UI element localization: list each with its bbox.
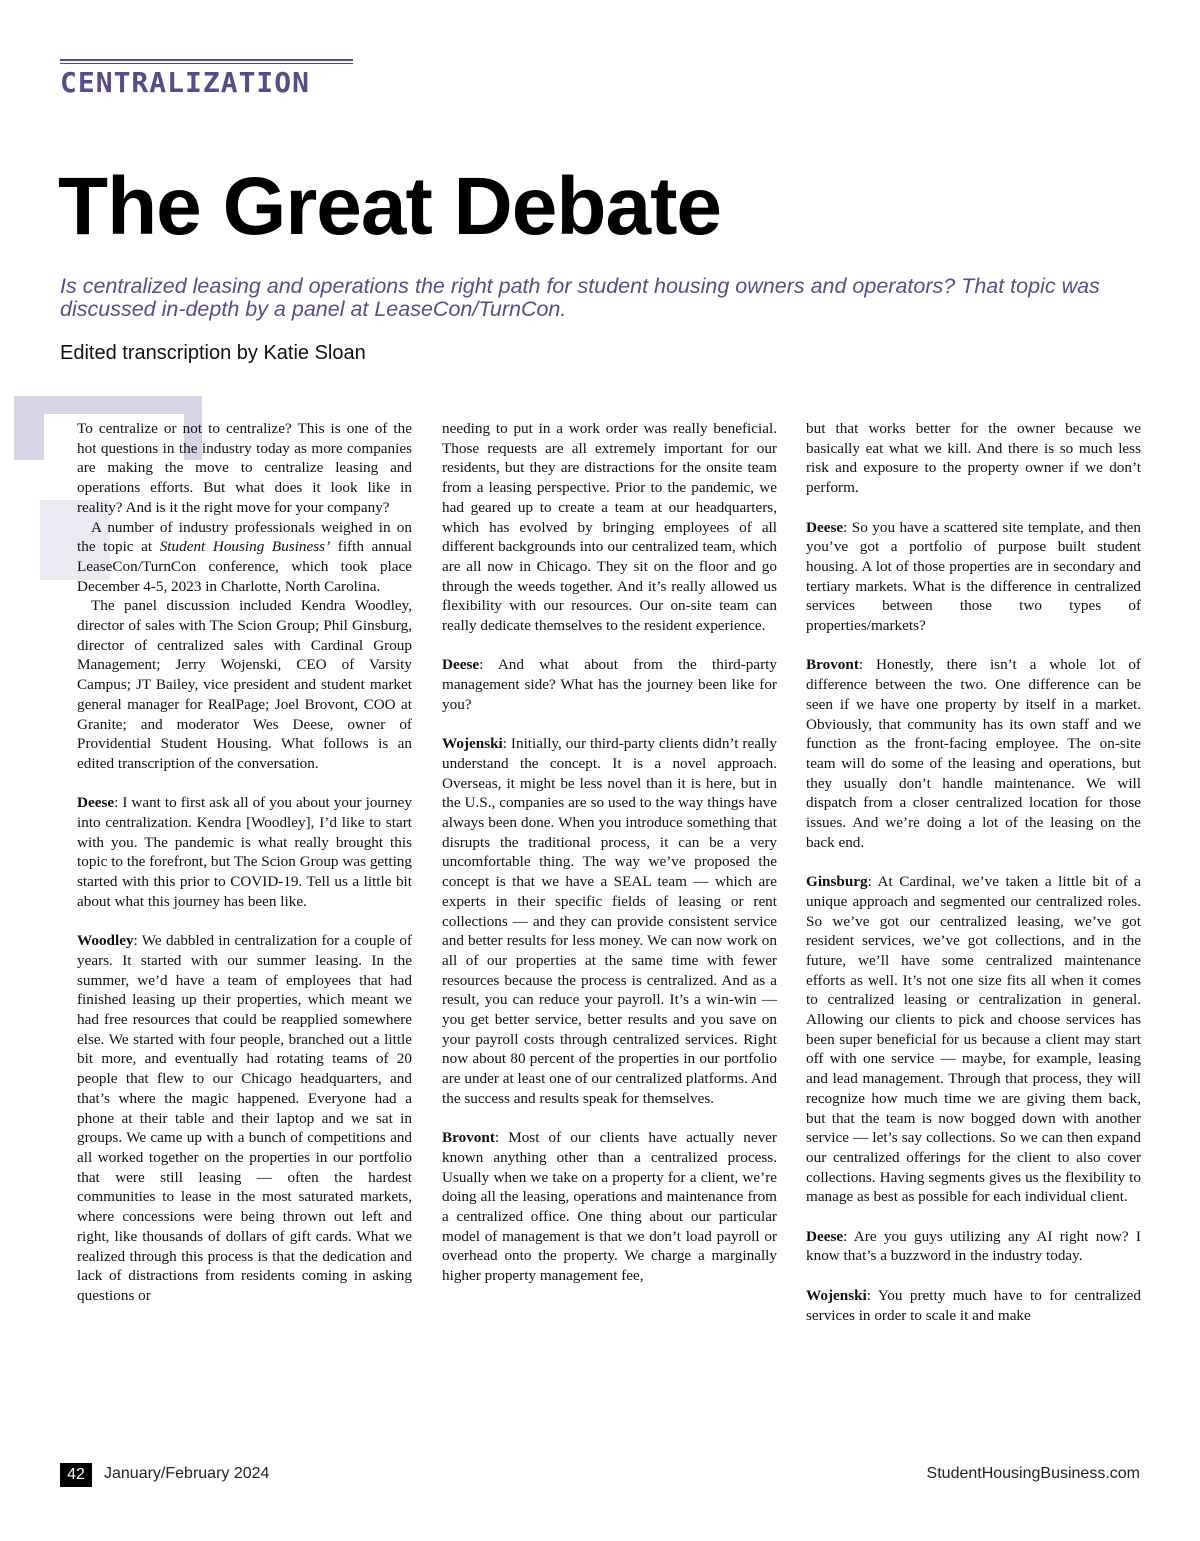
speaker-name: Brovont [442,1129,495,1147]
article-deck: Is centralized leasing and operations the right path for student housing owners and operators? That topic was discussed in-depth by a panel at LeaseCon/TurnCon. [60,274,1100,321]
column-3 [806,419,1141,1325]
intro-paragraph: A number of industry professionals weighed in on the topic at Student Housing Business’ fifth annual LeaseCon/TurnCon conference, which took place December 4-5, 2023 in Charlotte, North Carolina. [77,518,412,595]
speaker-name: Deese [806,1227,844,1245]
transcript-paragraph: Wojenski: Initially, our third-party clients didn’t really understand the concept. It is a novel approach. Overseas, it might be less novel than it is here, but in the U.S., companies are so used to the way things have always been done. When you introduce something that disrupts the traditional process, it can be a very uncomfortable thing. The way we’ve proposed the concept is that we have a SEAL team — which are experts in their specific fields of leasing or rent collections — and they can provide consistent service and better results for less money. We can now work on all of our properties at the same time with fewer resources because the process is centralized. And as a result, you can reduce your payroll. It’s a win-win — you get better service, better results and you save on your payroll costs through centralized services. Right now about 80 percent of the properties in our portfolio are under at least one of our centralized platforms. And the success and results speak for themselves. [442,735,777,1107]
section-rule [60,59,353,64]
transcript-paragraph: Deese: Are you guys utilizing any AI right now? I know that’s a buzzword in the industry today. [806,1227,1141,1265]
column-2 [442,419,777,1286]
transcript-paragraph: Brovont: Most of our clients have actually never known anything other than a centralized process. Usually when we take on a property for a client, we’re doing all the leasing, operations and maintenance from a centralized office. One thing about our particular model of management is that we don’t load payroll or overhead onto the property. We charge a marginally higher property management fee, [442,1129,777,1285]
page-footer [60,1463,1140,1487]
transcript-paragraph: Deese: I want to first ask all of you about your journey into centralization. Kendra [Woodley], I’d like to start with you. The pandemic is what really brought this topic to the forefront, but The Scion Group was getting started with this prior to COVID-19. Tell us a little bit about what this journey has been like. [77,794,412,910]
transcript-paragraph: Woodley: We dabbled in centralization for a couple of years. It started with our summer leasing. In the summer, we’d have a team of employees that had finished leasing up their properties, which meant we had free resources that could be reapplied somewhere else. We started with four people, branched out a little bit more, and eventually had rotating teams of 20 people that flew to our Chicago headquarters, and that’s where the magic happened. Everyone had a phone at their table and their laptop and we sat in groups. We came up with a bunch of competitions and all worked together on the properties in our portfolio that were still leasing — often the hardest communities to lease in the most saturated markets, where concessions were being thrown out left and right, like thousands of dollars of gift cards. What we realized through this process is that the dedication and lack of distractions from residents coming in asking questions or [77,932,412,1304]
page-number: 42 [60,1463,92,1487]
speaker-name: Deese [77,794,115,812]
transcript-paragraph: but that works better for the owner because we basically eat what we kill. And there is so much less risk and exposure to the property owner if we don’t perform. [806,420,1141,497]
publication-name: Student Housing Business’ [159,538,331,556]
intro-paragraph: The panel discussion included Kendra Woodley, director of sales with The Scion Group; Phil Ginsburg, director of centralized sales with Cardinal Group Management; Jerry Wojenski, CEO of Varsity Campus; JT Bailey, vice president and student market general manager for RealPage; Joel Brovont, COO at Granite; and moderator Wes Deese, owner of Providential Student Housing. What follows is an edited transcription of the conversation. [77,597,412,772]
speaker-name: Wojenski [442,735,503,753]
speaker-name: Brovont [806,656,859,674]
speaker-name: Woodley [77,932,134,950]
transcript-paragraph: Deese: And what about from the third-party management side? What has the journey been like for you? [442,656,777,713]
intro-paragraph: To centralize or not to centralize? This is one of the hot questions in the industry today as more companies are making the move to centralize leasing and operations efforts. But what does it look like in reality? And is it the right move for your company? [77,420,412,516]
transcript-paragraph: needing to put in a work order was really beneficial. Those requests are all extremely important for our residents, but they are distractions for the onsite team from a leasing perspective. Prior to the pandemic, we had geared up to create a team at our headquarters, which has evolved by bringing employees of all different backgrounds into our centralized team, which are all now in Chicago. They sit on the floor and go through the weeds together. And it’s really allowed us flexibility with our resources. Our on-site team can really dedicate themselves to the resident experience. [442,420,777,635]
speaker-name: Wojenski [806,1286,867,1304]
byline: Edited transcription by Katie Sloan [60,342,366,364]
speaker-name: Deese [806,518,844,536]
issue-date: January/February 2024 [104,1465,270,1482]
transcript-paragraph: Deese: So you have a scattered site template, and then you’ve got a portfolio of purpose built student housing. A lot of those properties are in secondary and tertiary markets. What is the difference in centralized services between those two types of properties/markets? [806,518,1141,635]
column-1 [77,419,412,1306]
transcript-paragraph: Wojenski: You pretty much have to for centralized services in order to scale it and make [806,1286,1141,1324]
speaker-name: Deese [442,656,480,674]
transcript-paragraph: Brovont: Honestly, there isn’t a whole lot of difference between the two. One difference can be seen if we have one property by itself in a market. Obviously, that community has its own staff and we function as the front-facing employee. The on-site team will do some of the leasing and operations, but they usually don’t handle maintenance. We will dispatch from a closer centralized location for those issues. And we’re doing a lot of the leasing on the back end. [806,656,1141,851]
section-label: CENTRALIZATION [60,66,311,99]
website-link[interactable]: StudentHousingBusiness.com [926,1465,1140,1482]
article-title: The Great Debate [58,161,721,252]
transcript-paragraph: Ginsburg: At Cardinal, we’ve taken a little bit of a unique approach and segmented our centralized roles. So we’ve got our centralized leasing, we’ve got resident services, we’ve got collections, and in the future, we’ll have some centralized maintenance efforts as well. It’s not one size fits all when it comes to centralized leasing or centralization in general. Allowing our clients to pick and choose services has been super beneficial for us because a client may start off with one service — maybe, for example, leasing and lead management. Through that process, they will recognize how much time we are giving them back, but that the team is now bogged down with another service — let’s say collections. So we can then expand our centralized offerings for the client to also cover collections. Having segments gives us the flexibility to manage as best as possible for each individual client. [806,873,1141,1206]
speaker-name: Ginsburg [806,873,868,891]
